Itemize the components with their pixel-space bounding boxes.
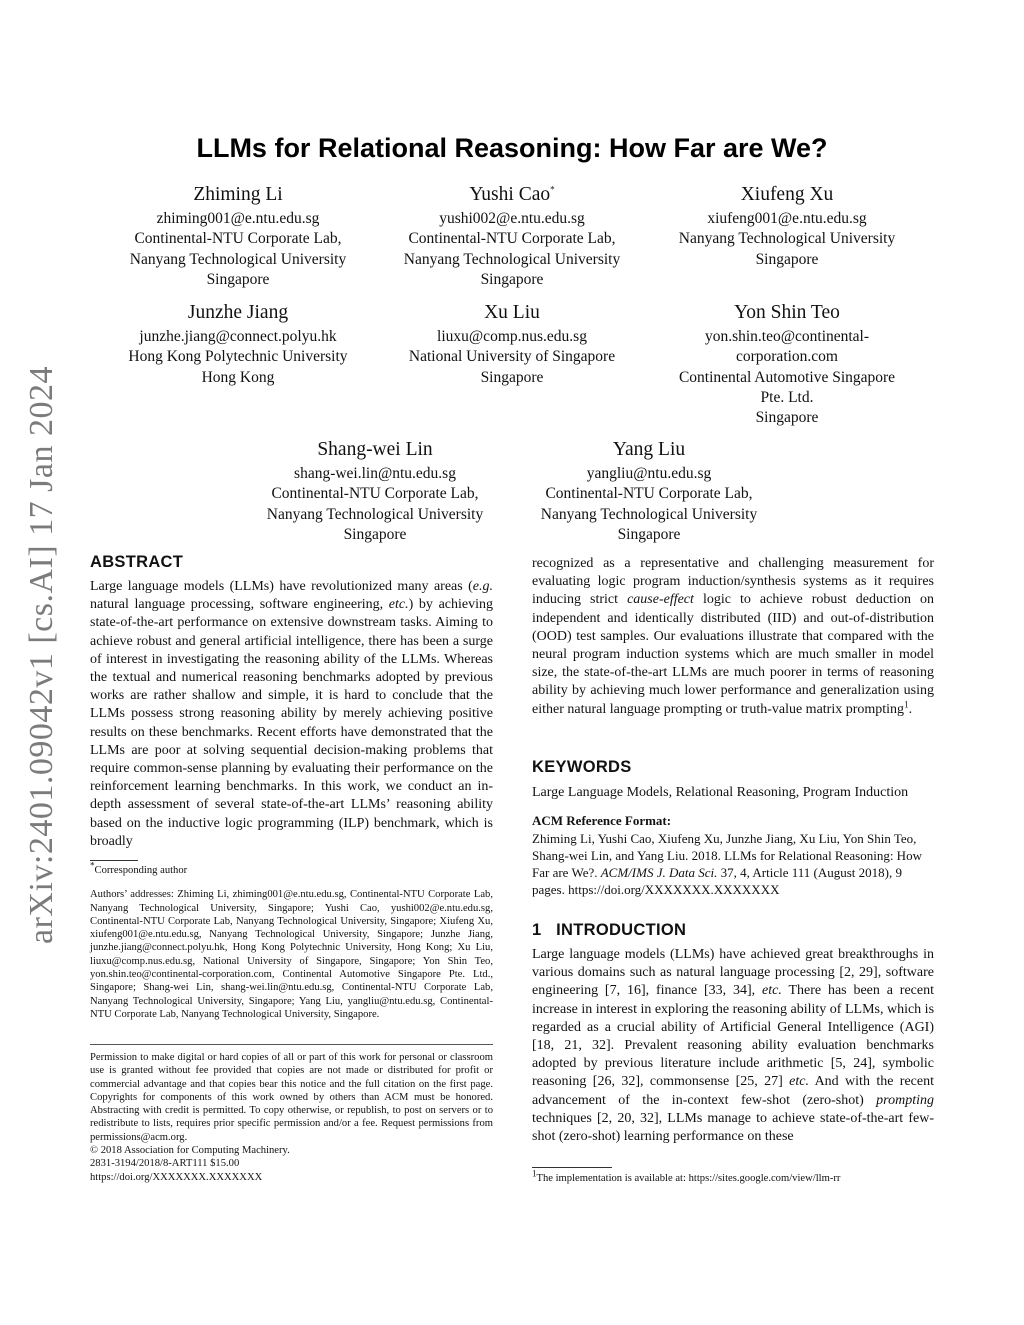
author-affiliation: Nanyang Technological University (403, 250, 621, 268)
author-country: Hong Kong (201, 368, 275, 386)
author-affiliation: Continental-NTU Corporate Lab, (271, 485, 479, 503)
author-email: junzhe.jiang@connect.polyu.hk (139, 328, 337, 345)
author-country: Singapore (755, 409, 819, 427)
keywords-heading: KEYWORDS (532, 758, 632, 776)
author-block (657, 182, 917, 270)
author-block (519, 437, 779, 545)
authors-addresses: Authors’ addresses: Zhiming Li, zhiming001@e.ntu.edu.sg, Continental-NTU Corporate Lab, Nanyang Technological University, Singapore; Yushi Cao, yushi002@e.ntu.edu.sg, Continental-NTU Corporate Lab, Nanyang Technological University, Singapore; Xiufeng Xu, xiufeng001@e.ntu.edu.sg, Nanyang Technological University, Singapore; Junzhe Jiang, junzhe.jiang@connect.polyu.hk, Hong Kong Polytechnic University, Hong Kong; Xu Liu, liuxu@comp.nus.edu.sg, National University of Singapore, Singapore; Yon Shin Teo, yon.shin.teo@continental-corporation.com, Continental Automotive Singapore Pte. Ltd., Singapore; Shang-wei Lin, shang-wei.lin@ntu.edu.sg, Continental-NTU Corporate Lab, Nanyang Technological University, Singapore; Yang Liu, yangliu@ntu.edu.sg, Continental-NTU Corporate Lab, Nanyang Technological University, Singapore. (90, 889, 493, 1020)
author-affiliation: Continental-NTU Corporate Lab, (545, 485, 753, 503)
permission-rule (90, 1044, 493, 1045)
author-email: liuxu@comp.nus.edu.sg (437, 328, 587, 345)
author-name: Shang-wei Lin (317, 439, 433, 460)
keywords-section (532, 757, 934, 802)
copyright-line: © 2018 Association for Computing Machinery. (90, 1145, 290, 1157)
footnote-right (532, 1168, 934, 1185)
author-block (657, 300, 917, 428)
permission-block (90, 1051, 493, 1184)
abstract-heading: ABSTRACT (90, 553, 184, 571)
author-email: xiufeng001@e.ntu.edu.sg (707, 210, 867, 227)
author-affiliation: Nanyang Technological University (129, 250, 347, 268)
footnote-ref: 1 (904, 698, 909, 709)
author-country: Singapore (617, 525, 681, 543)
author-block (108, 300, 368, 388)
author-affiliation: National University of Singapore (408, 348, 616, 366)
author-affiliation: Nanyang Technological University (540, 505, 758, 523)
author-email: yon.shin.teo@continental- (704, 328, 870, 345)
author-block (245, 437, 505, 545)
author-affiliation: Hong Kong Polytechnic University (128, 348, 348, 366)
author-affiliation: Continental-NTU Corporate Lab, (408, 230, 616, 248)
author-email: zhiming001@e.ntu.edu.sg (156, 210, 320, 227)
keywords-text: Large Language Models, Relational Reasoning, Program Induction (532, 785, 909, 800)
arxiv-stamp: arXiv:2401.09042v1 [cs.AI] 17 Jan 2024 (23, 365, 60, 945)
author-affiliation: Continental Automotive Singapore (678, 368, 896, 386)
author-affiliation: Pte. Ltd. (760, 388, 814, 406)
author-country: Singapore (206, 270, 270, 288)
author-email: shang-wei.lin@ntu.edu.sg (294, 465, 456, 482)
corresponding-footnote: *Corresponding author (90, 860, 188, 876)
introduction-text: Large language models (LLMs) have achieved great breakthroughs in various domains such as natural language processing [2, 29], software engineering [7, 16], finance [33, 34], etc. There has been a recent increase in interest in exploring the reasoning ability of LLMs, which is regarded as a crucial ability of Artificial General Intelligence (AGI) [18, 21, 32]. Prevalent reasoning ability evaluation benchmarks adopted by previous literature include arithmetic [5, 24], symbolic reasoning [26, 32], commonsense [25, 27] etc. And with the recent advancement of the in-context few-shot (zero-shot) prompting techniques [2, 20, 32], LLMs manage to achieve state-of-the-art few-shot (zero-shot) learning performance on these (532, 947, 935, 1145)
corresponding-mark: * (550, 184, 555, 195)
author-affiliation: Nanyang Technological University (266, 505, 484, 523)
author-email: yushi002@e.ntu.edu.sg (439, 210, 585, 227)
author-name: Xu Liu (484, 302, 540, 323)
author-name: Yon Shin Teo (734, 302, 840, 323)
acm-reference-heading: ACM Reference Format: (532, 813, 672, 828)
author-email: corporation.com (735, 348, 838, 366)
author-country: Singapore (755, 250, 819, 268)
author-name: Xiufeng Xu (740, 184, 834, 205)
author-country: Singapore (480, 368, 544, 386)
paper-title: LLMs for Relational Reasoning: How Far are We? (196, 133, 828, 163)
issn-line: 2831-3194/2018/8-ART111 $15.00 (90, 1158, 240, 1170)
abstract-text: Large language models (LLMs) have revolutionized many areas (e.g. natural language processing, software engineering, etc.) by achieving state-of-the-art performance on extensive downstream tasks. Aiming to achieve robust and general artificial intelligence, there has been a surge of interest in investigating the reasoning ability of the LLMs. Whereas the textual and numerical reasoning benchmarks adopted by previous works are rather shallow and simple, it is hard to conclude that the LLMs possess strong reasoning ability by merely achieving positive results on these benchmarks. Recent efforts have demonstrated that the LLMs are poor at solving sequential decision-making problems that require common-sense planning by evaluating their performance on the reinforcement learning benchmarks. In this work, we conduct an in-depth assessment of several state-of-the-art LLMs’ reasoning ability based on the inductive logic programming (ILP) benchmark, which is broadly (90, 579, 493, 849)
introduction-section (532, 920, 934, 1146)
doi-line: https://doi.org/XXXXXXX.XXXXXXX (90, 1171, 263, 1183)
author-name: Zhiming Li (193, 184, 283, 205)
author-block (382, 300, 642, 388)
author-affiliation: Continental-NTU Corporate Lab, (134, 230, 342, 248)
permission-text: Permission to make digital or hard copies of all or part of this work for personal or classroom use is granted without fee provided that copies are not made or distributed for profit or commercial advantage and that copies bear this notice and the full citation on the first page. Copyrights for components of this work owned by others than ACM must be honored. Abstracting with credit is permitted. To copy otherwise, or republish, to post on servers or to redistribute to lists, requires prior specific permission and/or a fee. Request permissions from permissions@acm.org. (90, 1052, 493, 1143)
author-name: Yushi Cao* (469, 184, 555, 205)
author-email: yangliu@ntu.edu.sg (586, 465, 712, 482)
acm-reference (532, 812, 934, 898)
author-block (108, 182, 368, 290)
abstract-section (90, 552, 493, 851)
footnote-rule (90, 860, 138, 861)
author-affiliation: Nanyang Technological University (678, 230, 896, 248)
author-country: Singapore (343, 525, 407, 543)
abstract-continued (532, 555, 934, 719)
implementation-footnote: $^1$The implementation is available at: https://sites.google.com/view/llm-rr (532, 1168, 841, 1184)
acm-reference-text: Zhiming Li, Yushi Cao, Xiufeng Xu, Junzhe Jiang, Xu Liu, Yon Shin Teo, Shang-wei Lin, and Yang Liu. 2018. LLMs for Relational Reasoning: How Far are We?. ACM/IMS J. Data Sci. 37, 4, Article 111 (August 2018), 9 pages. https://doi.org/XXXXXXX.XXXXXXX (532, 831, 922, 897)
author-name: Yang Liu (612, 439, 686, 460)
author-name: Junzhe Jiang (187, 302, 289, 323)
author-country: Singapore (480, 270, 544, 288)
footnotes-left (90, 860, 493, 1021)
introduction-heading: 1 INTRODUCTION (532, 921, 687, 939)
author-block (382, 182, 642, 290)
abstract-text: recognized as a representative and challenging measurement for evaluating logic program induction/synthesis systems as it requires inducing strict cause-effect logic to achieve robust deduction on independent and identically distributed (IID) and out-of-distribution (OOD) test samples. Our evaluations illustrate that compared with the neural program induction systems which are much smaller in model size, the state-of-the-art LLMs are much poorer in terms of reasoning ability by achieving much lower performance and generalization using either natural language prompting or truth-value matrix prompting$^1$. (532, 556, 934, 717)
footnote-rule (532, 1167, 612, 1168)
